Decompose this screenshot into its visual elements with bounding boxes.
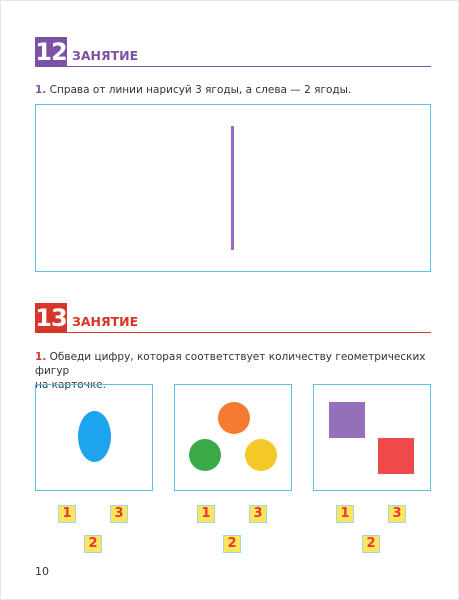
card-1-option-3[interactable]: 3	[110, 505, 128, 523]
card-2-option-2[interactable]: 2	[223, 535, 241, 553]
red-square-icon	[378, 438, 414, 474]
task-text: Справа от линии нарисуй 3 ягоды, а слева — 2 ягоды.	[49, 84, 352, 96]
lesson-12-task	[35, 83, 435, 97]
lesson-12-divider	[35, 66, 431, 67]
drawing-area[interactable]	[35, 104, 431, 272]
card-1-option-2[interactable]: 2	[84, 535, 102, 553]
card-1-option-1[interactable]: 1	[58, 505, 76, 523]
page-number: 10	[35, 565, 49, 578]
card-2	[174, 384, 292, 491]
card-3-option-2[interactable]: 2	[362, 535, 380, 553]
card-2-option-1[interactable]: 1	[197, 505, 215, 523]
card-2-option-3[interactable]: 3	[249, 505, 267, 523]
green-circle-icon	[189, 439, 221, 471]
task-number: 1.	[35, 351, 47, 363]
orange-circle-icon	[218, 402, 250, 434]
task-number: 1.	[35, 84, 47, 96]
task-text-line-1: Обведи цифру, которая соответствует количеству геометрических фигур	[35, 351, 426, 377]
divider-line	[231, 126, 234, 250]
yellow-circle-icon	[245, 439, 277, 471]
card-1	[35, 384, 153, 491]
lesson-13-badge: 13	[35, 304, 67, 332]
blue-oval-icon	[78, 411, 111, 462]
lesson-12-title: ЗАНЯТИЕ	[72, 48, 139, 63]
card-3-option-3[interactable]: 3	[388, 505, 406, 523]
purple-square-icon	[329, 402, 365, 438]
task-text-line-2: на карточке.	[35, 379, 106, 391]
card-3	[313, 384, 431, 491]
card-3-option-1[interactable]: 1	[336, 505, 354, 523]
lesson-13-title: ЗАНЯТИЕ	[72, 314, 139, 329]
lesson-12-badge: 12	[35, 38, 67, 66]
lesson-13-divider	[35, 332, 431, 333]
